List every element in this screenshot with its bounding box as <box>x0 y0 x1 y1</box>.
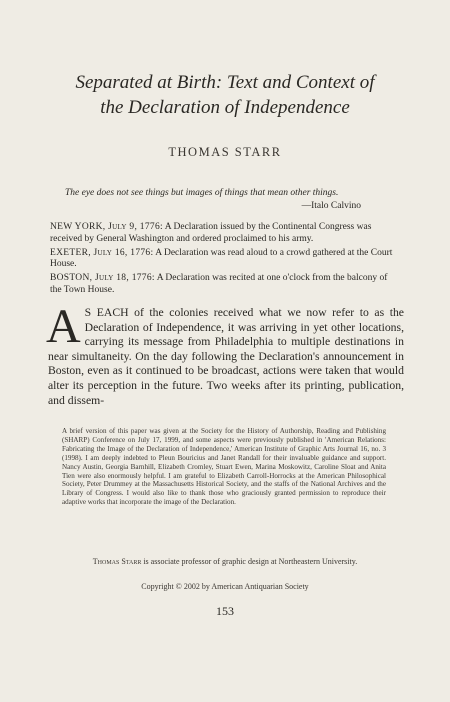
copyright-notice: Copyright © 2002 by American Antiquarian Society <box>141 582 309 591</box>
dateline-text: A Declaration was recited at one o'clock from the balcony of the Town House. <box>50 273 388 295</box>
datelines <box>50 222 400 299</box>
article-title-line-2: the Declaration of Independence <box>100 97 350 118</box>
article-title <box>30 70 420 120</box>
author-bio-text: is associate professor of graphic design at Northeastern University. <box>141 557 358 566</box>
dateline-exeter <box>50 248 400 271</box>
author-bio <box>0 557 450 566</box>
epigraph <box>65 187 361 213</box>
epigraph-quote: The eye does not see things but images of things that mean other things. <box>65 188 339 198</box>
page-number: 153 <box>216 604 234 618</box>
dateline-place-date: NEW YORK, July 9, 1776: <box>50 222 163 232</box>
lead-in-smallcaps: S EACH <box>84 306 129 319</box>
dateline-text: A Declaration issued by the Continental Congress was received by General Washington and ordered proclaimed to his army. <box>50 222 372 244</box>
dateline-boston <box>50 273 400 296</box>
footnote: A brief version of this paper was given at the Society for the History of Authorship, Reading and Publishing (SHARP) Conference on July 17, 1999, and some aspects were previously published in 'American Relations: Fabricating the Image of the Declaration of Independence,' American Institute of Graphic Arts Journal 16, no. 3 (1998). I am deeply indebted to Pleun Bouricius and Janet Randall for their invaluable guidance and support. Nancy Austin, Georgia Barnhill, Elizabeth Cromley, Stuart Ewen, Marina Moskowitz, Caroline Sloat and Anita Tien were also enormously helpful. I am grateful to Elizabeth Carroll-Horrocks at the American Philosophical Society, Peter Drummey at the Massachusetts Historical Society, and the staffs of the National Archives and the Library of Congress. I would also like to thank those who graciously granted permission to reproduce their adaptive works that incorporate the image of the Declaration. <box>62 427 386 507</box>
drop-cap: A <box>46 300 81 353</box>
dateline-place-date: EXETER, July 16, 1776: <box>50 247 154 258</box>
dateline-new-york <box>50 222 400 245</box>
dateline-place-date: BOSTON, July 18, 1776: <box>50 273 155 284</box>
author-bio-name: Thomas Starr <box>92 557 142 566</box>
body-text: of the colonies received what we now refer to as the Declaration of Independence, it was arriving in yet other locations, carrying its message from Philadelphia to multiple destinations in near simultaneity. On the day following the Declaration's announcement in Boston, even as it continued to be broadcast, actions were taken that would alter its perception in the future. Two weeks after its printing, publication, and dissem- <box>48 306 404 407</box>
body-paragraph <box>46 300 404 408</box>
author-name: THOMAS STARR <box>168 145 282 159</box>
article-title-line-1: Separated at Birth: Text and Context of <box>75 72 375 93</box>
epigraph-attribution: —Italo Calvino <box>301 201 361 211</box>
dateline-text: A Declaration was read aloud to a crowd gathered at the Court House. <box>50 247 393 270</box>
